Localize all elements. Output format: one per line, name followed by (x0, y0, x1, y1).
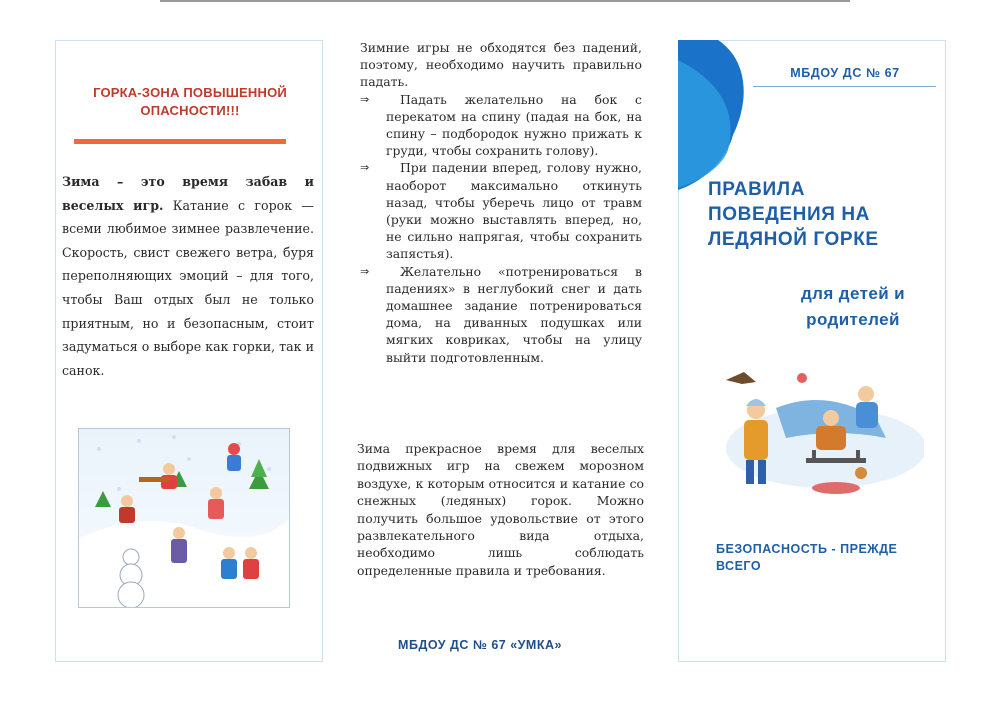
title-line: ЛЕДЯНОЙ ГОРКЕ (708, 229, 879, 250)
sledding-picture (716, 368, 924, 508)
title-line: ПРАВИЛА (708, 179, 806, 200)
slogan-line: БЕЗОПАСНОСТЬ - ПРЕЖДЕ (716, 542, 898, 556)
falling-intro: Зимние игры не обходятся без падений, поэтому, необходимо научить правильно падать. (360, 40, 642, 90)
arrow-icon: ⇒ (360, 92, 370, 106)
org-label: МБДОУ ДС № 67 (790, 66, 900, 80)
subtitle-line: родителей (806, 310, 900, 329)
brochure-title (708, 177, 938, 252)
intro-bold: Зима – это время забав и веселых игр. (62, 174, 314, 213)
audience-subtitle (770, 281, 936, 333)
bullet-item (360, 159, 642, 262)
blue-shape-decoration (678, 40, 750, 190)
intro-text: Катание с горок — всеми любимое зимнее развлечение. Скорость, свист свежего ветра, буря переполняющих эмоций – для того, чтобы Ваш отдых был не только приятным, но и безопасным, стоит задуматься о выборе как горки, так и санок. (62, 197, 314, 378)
org-underline (753, 86, 936, 87)
sledding-kids-illustration (716, 368, 924, 508)
kindergarten-footer: МБДОУ ДС № 67 «УМКА» (398, 638, 562, 652)
bullet-text: Желательно «потренироваться в падениях» в неглубокий снег и дать домашнее задание потренироваться дома, на диванных подушках или мягких ковриках, чтобы на улицу выйти подготовленным. (386, 263, 642, 365)
closing-paragraph: Зима прекрасное время для веселых подвижных игр на свежем морозном воздухе, к которым относится и катание со снежных (ледяных) горок. Можно получить большое удовольствие от этого развлекательного вида отдыха, необходимо лишь соблюдать определенные правила и требования. (357, 441, 644, 578)
scan-top-edge (160, 0, 850, 2)
intro-paragraph (62, 170, 314, 382)
subtitle-line: для детей и (800, 284, 906, 303)
falling-instructions (360, 39, 642, 366)
winter-kids-illustration (78, 428, 290, 608)
bullet-text: Падать желательно на бок с перекатом на спину (падая на бок, на спину – подбородок нужно прижать к груди, чтобы сохранить голову). (386, 91, 642, 159)
arrow-icon: ⇒ (360, 161, 370, 175)
bullet-text: При падении вперед, голову нужно, наоборот максимально откинуть назад, чтобы уберечь лицо от травм (руки можно выставлять вперед, но, не сильно напрягая, чтобы сохранить запястья). (386, 160, 642, 262)
title-line: ПОВЕДЕНИЯ НА (708, 204, 870, 225)
bullet-item (360, 263, 642, 366)
winter-scene-picture (79, 429, 289, 607)
slogan-line: ВСЕГО (716, 559, 762, 573)
safety-slogan (716, 541, 926, 575)
arrow-icon: ⇒ (360, 264, 370, 278)
bullet-item (360, 91, 642, 160)
hazard-title: ГОРКА-ЗОНА ПОВЫШЕННОЙ ОПАСНОСТИ!!! (93, 85, 287, 118)
hazard-divider (74, 139, 286, 144)
